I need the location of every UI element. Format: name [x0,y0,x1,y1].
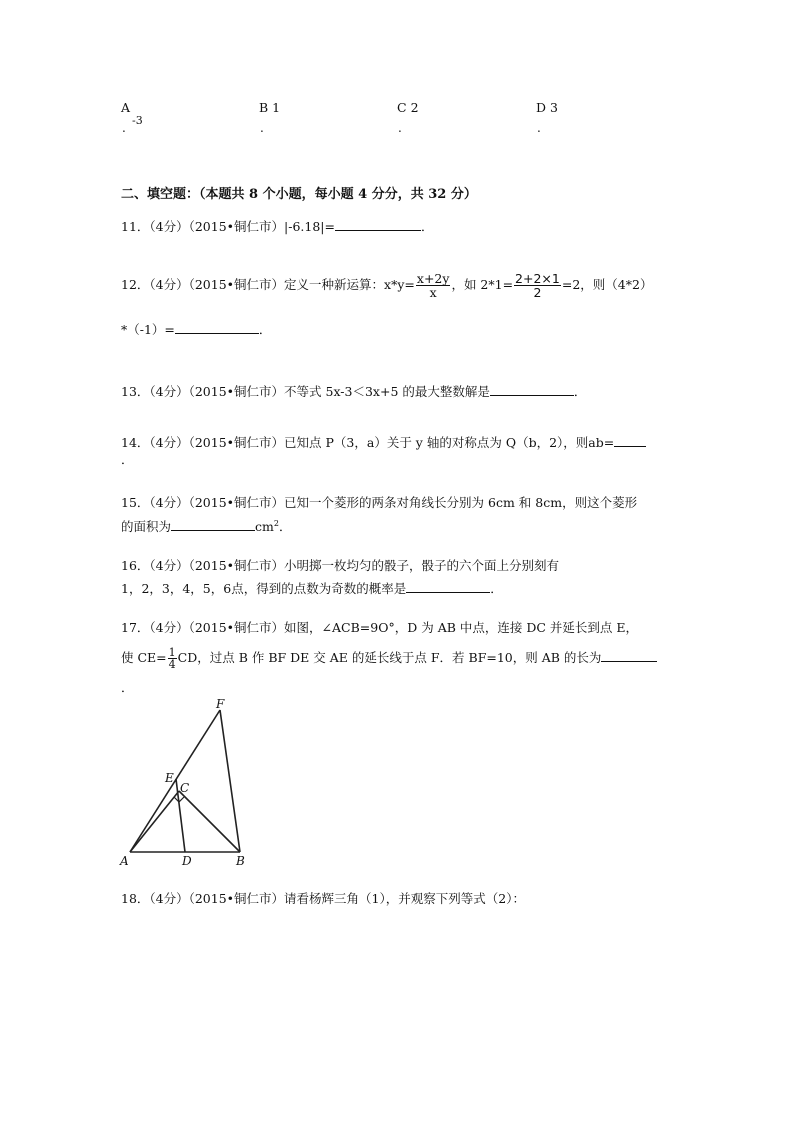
q11-text: 11．（4分）（2015•铜仁市）|-6.18|= [121,219,335,234]
q17-frac-den: 4 [168,658,176,671]
option-b [259,100,280,116]
q12-prefix: 12．（4分）（2015•铜仁市）定义一种新运算：x*y= [121,277,415,292]
option-a-dot: . [122,121,126,135]
q17-frac-num: 1 [168,646,176,659]
option-a-letter: A [121,100,131,115]
segment-fb [220,710,240,852]
segment-ac [130,791,179,852]
q17-line3: ． [121,680,134,695]
q15-unit: cm [255,519,274,535]
q12-answer-blank[interactable] [175,320,259,334]
option-c [397,100,419,116]
option-d-letter: D [536,100,547,115]
q12-line2-prefix: *（-1）= [121,322,175,337]
segment-cb [179,791,240,852]
option-d-value: 3 [550,100,558,115]
question-16: 16．（4分）（2015•铜仁市）小明掷一枚均匀的骰子，骰子的六个面上分别刻有 [121,558,560,573]
q15-answer-blank[interactable] [171,517,255,531]
label-a: A [120,854,129,868]
option-c-letter: C [397,100,407,115]
q12-frac2-num: 2+2×1 [515,271,560,286]
question-11 [121,217,434,235]
q15-unit-sup: 2 [273,519,279,528]
q12-frac1-num: x+2y [416,271,450,286]
q16-answer-blank[interactable] [406,579,490,593]
label-e: E [165,771,174,785]
q15-suffix: ． [278,519,292,535]
option-c-value: 2 [410,100,419,115]
q16-suffix: ． [490,581,503,596]
q17-geometry-figure [110,695,270,870]
q17-line2-prefix: 使 CE= [121,650,167,665]
segment-af [130,710,220,852]
q12-fraction-2 [514,272,561,299]
q14-text: 14．（4分）（2015•铜仁市）已知点 P（3，a）关于 y 轴的对称点为 Q（b，2），则ab= [121,435,615,450]
q12-fraction-1 [416,272,451,299]
question-12 [121,271,652,299]
q17-answer-blank[interactable] [601,648,657,662]
option-a-value: -3 [132,114,143,127]
section-title: 二、填空题：（本题共 8 个小题，每小题 4 分分，共 32 分） [121,187,477,202]
option-b-value: 1 [272,100,281,115]
q17-line2-rest: CD，过点 B 作 BF DE 交 AE 的延长线于点 F．若 BF=10，则 AB 的长为 [177,650,602,665]
q12-frac1-den: x [429,285,437,300]
question-12-line2 [121,320,271,338]
q14-answer-blank[interactable] [614,433,646,447]
question-13 [121,382,586,400]
question-15-line2 [121,516,291,535]
option-d [536,100,558,116]
question-16-line2 [121,579,503,597]
q13-answer-blank[interactable] [490,382,574,396]
label-f: F [216,697,225,711]
question-17: 17．（4分）（2015•铜仁市）如图，∠ACB=9O°，D 为 AB 中点，连接 DC 并延长到点 E， [121,620,639,635]
question-18: 18．（4分）（2015•铜仁市）请看杨辉三角（1），并观察下列等式（2）： [121,891,525,906]
q12-line2-suffix: ． [258,322,272,337]
label-d: D [182,854,192,868]
q16-line2-prefix: 1，2，3，4，5，6点，得到的点数为奇数的概率是 [121,581,407,596]
question-14 [121,433,646,451]
option-b-letter: B [259,100,269,115]
q17-fraction [168,647,177,670]
label-c: C [180,781,190,795]
q14-line2: ． [121,452,134,467]
option-d-dot: . [537,121,541,135]
q12-suffix: =2，则（4*2） [561,277,653,292]
q12-frac2-den: 2 [533,285,542,300]
q12-middle: ，如 2*1= [451,277,514,292]
question-17-line2 [121,645,657,671]
q15-line2-prefix: 的面积为 [121,519,172,535]
q11-suffix: ． [421,219,434,234]
option-a [121,100,130,116]
question-15: 15．（4分）（2015•铜仁市）已知一个菱形的两条对角线长分别为 6cm 和 8cm，则这个菱形 [121,495,638,510]
option-c-dot: . [398,121,402,135]
label-b: B [236,854,245,868]
q11-answer-blank[interactable] [335,217,421,231]
option-b-dot: . [260,121,264,135]
q13-text: 13．（4分）（2015•铜仁市）不等式 5x-3＜3x+5 的最大整数解是 [121,384,490,399]
q13-suffix: ． [573,384,587,399]
